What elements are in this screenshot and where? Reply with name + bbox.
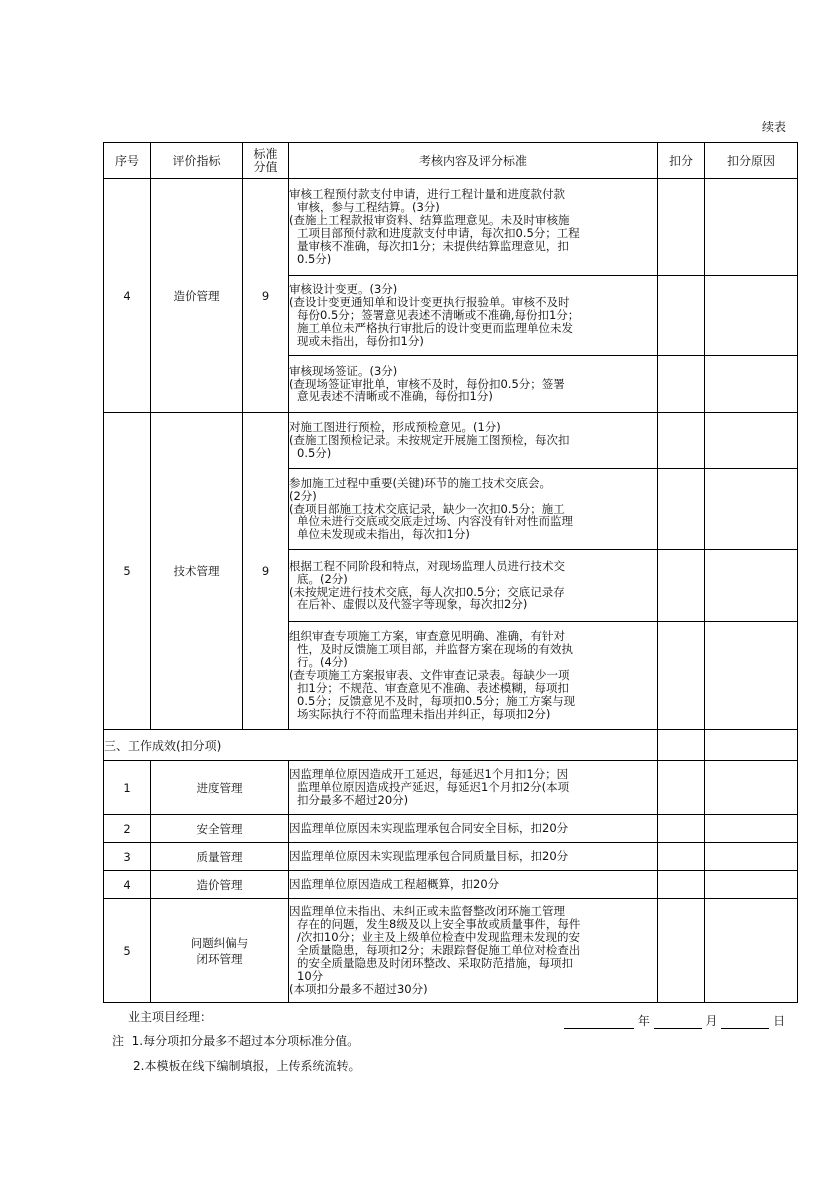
criteria-line: (本项扣分最多不超过30分) [289, 981, 428, 996]
criteria-line: (查项目部施工技术交底记录，缺少一次扣0.5分；施工 [289, 501, 565, 516]
month-blank[interactable] [654, 1016, 702, 1029]
criteria-cell [289, 550, 658, 622]
penalty-indicator [151, 761, 289, 815]
deduct-cell[interactable] [658, 871, 705, 899]
criteria-line: (查施上工程款报审资料、结算监理意见。未及时审核施 [289, 213, 570, 228]
header-indicator: 评价指标 [151, 143, 243, 179]
criteria-cell [289, 469, 658, 550]
penalty-indicator-line: 闭环管理 [196, 951, 243, 966]
header-seq: 序号 [104, 143, 151, 179]
criteria-line: 单位未进行交底或交底走过场、内容没有针对性而监理 [297, 514, 573, 529]
reason-cell[interactable] [705, 413, 798, 469]
reason-cell[interactable] [705, 815, 798, 843]
note-2: 2.本模板在线下编制填报，上传系统流转。 [133, 1059, 361, 1073]
penalty-indicator [151, 843, 289, 871]
criteria-line: 10分 [297, 968, 324, 983]
group-seq: 5 [104, 413, 151, 730]
criteria-line: /次扣10分；业主及上级单位检查中发现监理未发现的安 [297, 930, 581, 945]
group-seq: 4 [104, 179, 151, 413]
deduct-cell[interactable] [658, 276, 705, 356]
penalty-indicator-line: 进度管理 [196, 780, 243, 795]
criteria-line: 量审核不准确，每次扣1分；未提供结算监理意见，扣 [297, 238, 569, 253]
criteria-cell [289, 413, 658, 469]
reason-cell[interactable] [705, 276, 798, 356]
deduct-cell[interactable] [658, 550, 705, 622]
year-blank[interactable] [564, 1016, 634, 1029]
penalty-indicator-line: 质量管理 [196, 849, 243, 864]
criteria-line: 监理单位原因造成投产延迟，每延迟1个月扣2分(本项 [297, 780, 570, 795]
penalty-row [104, 815, 798, 843]
criteria-line: 场实际执行不符而监理未指出并纠正，每项扣2分) [297, 706, 551, 721]
penalty-seq: 1 [104, 761, 151, 815]
criteria-cell [289, 356, 658, 413]
section-title: 三、工作成效(扣分项) [104, 730, 658, 761]
table-row [104, 179, 798, 276]
section-row [104, 730, 798, 761]
group-score: 9 [243, 179, 289, 413]
criteria-line: 因监理单位原因未实现监理承包合同安全目标，扣20分 [289, 821, 569, 836]
criteria-line: 根据工程不同阶段和特点，对现场监理人员进行技术交 [289, 558, 565, 573]
criteria-cell [289, 761, 658, 815]
criteria-line: 0.5分) [297, 445, 332, 460]
reason-cell[interactable] [705, 356, 798, 413]
header-reason: 扣分原因 [705, 143, 798, 179]
criteria-line: 扣分最多不超过20分) [297, 792, 409, 807]
header-row [104, 143, 798, 179]
deduct-cell[interactable] [658, 622, 705, 730]
criteria-line: 性，及时反馈施工项目部，并监督方案在现场的有效执 [297, 642, 573, 657]
deduct-cell[interactable] [658, 761, 705, 815]
penalty-row [104, 899, 798, 1003]
criteria-line: 对施工图进行预检，形成预检意见。(1分) [289, 420, 501, 435]
criteria-line: (查现场签证审批单，审核不及时，每份扣0.5分；签署 [289, 376, 565, 391]
criteria-line: 因监理单位原因造成开工延迟，每延迟1个月扣1分；因 [289, 767, 569, 782]
penalty-row [104, 843, 798, 871]
penalty-seq: 5 [104, 899, 151, 1003]
evaluation-table [103, 142, 798, 1003]
note-1: 注 1.每分项扣分最多不超过本分项标准分值。 [112, 1034, 360, 1048]
penalty-indicator [151, 871, 289, 899]
criteria-line: 0.5分；反馈意见不及时，每项扣0.5分；施工方案与现 [297, 693, 576, 708]
date-line [564, 1012, 785, 1029]
reason-cell[interactable] [705, 622, 798, 730]
owner-manager-signature: 业主项目经理： [128, 1010, 213, 1024]
criteria-cell [289, 622, 658, 730]
criteria-line: 扣1分；不规范、审查意见不准确、表述模糊，每项扣 [297, 680, 569, 695]
header-std-line2: 分值 [253, 159, 278, 174]
criteria-cell [289, 179, 658, 276]
criteria-line: (未按规定进行技术交底，每人次扣0.5分；交底记录存 [289, 584, 565, 599]
header-std-line1: 标准 [253, 146, 278, 161]
day-label: 日 [773, 1014, 786, 1028]
penalty-indicator [151, 899, 289, 1003]
criteria-cell [289, 871, 658, 899]
group-score: 9 [243, 413, 289, 730]
reason-cell[interactable] [705, 550, 798, 622]
criteria-line: 现或未指出，每份扣1分) [297, 333, 424, 348]
reason-cell[interactable] [705, 730, 798, 761]
penalty-indicator-line: 造价管理 [196, 877, 243, 892]
header-deduct: 扣分 [658, 143, 705, 179]
criteria-line: 因监理单位未指出、未纠正或未监督整改闭环施工管理 [289, 904, 565, 919]
header-std-score [243, 143, 289, 179]
deduct-cell[interactable] [658, 356, 705, 413]
criteria-line: 意见表述不清晰或不准确，每份扣1分) [297, 389, 493, 404]
deduct-cell[interactable] [658, 469, 705, 550]
penalty-row [104, 761, 798, 815]
criteria-line: (查设计变更通知单和设计变更执行报验单。审核不及时 [289, 295, 570, 310]
penalty-seq: 4 [104, 871, 151, 899]
criteria-line: 单位未发现或未指出，每次扣1分) [297, 527, 470, 542]
criteria-line: 0.5分) [297, 251, 332, 266]
criteria-line: 因监理单位原因造成工程超概算，扣20分 [289, 877, 500, 892]
deduct-cell[interactable] [658, 843, 705, 871]
criteria-line: (查施工图预检记录。未按规定开展施工图预检，每次扣 [289, 433, 570, 448]
table-row [104, 413, 798, 469]
group-indicator: 造价管理 [151, 179, 243, 413]
penalty-indicator [151, 815, 289, 843]
deduct-cell[interactable] [658, 815, 705, 843]
month-label: 月 [705, 1014, 718, 1028]
reason-cell[interactable] [705, 761, 798, 815]
criteria-line: 行。(4分) [297, 655, 348, 670]
criteria-line: 的安全质量隐患及时闭环整改、采取防范措施，每项扣 [297, 955, 573, 970]
deduct-cell[interactable] [658, 899, 705, 1003]
criteria-line: 施工单位未严格执行审批后的设计变更而监理单位未发 [297, 320, 573, 335]
header-criteria: 考核内容及评分标准 [289, 143, 658, 179]
penalty-row [104, 871, 798, 899]
deduct-cell[interactable] [658, 413, 705, 469]
criteria-cell [289, 843, 658, 871]
deduct-cell[interactable] [658, 179, 705, 276]
reason-cell[interactable] [705, 469, 798, 550]
penalty-indicator-line: 安全管理 [196, 821, 243, 836]
criteria-line: (查专项施工方案报审表、文件审查记录表。每缺少一项 [289, 668, 570, 683]
criteria-line: 组织审查专项施工方案，审查意见明确、准确，有针对 [289, 629, 565, 644]
day-blank[interactable] [721, 1016, 769, 1029]
criteria-cell [289, 899, 658, 1003]
criteria-line: 审核设计变更。(3分) [289, 282, 398, 297]
group-indicator: 技术管理 [151, 413, 243, 730]
criteria-line: 在后补、虚假以及代签字等现象，每次扣2分) [297, 597, 528, 612]
criteria-line: 存在的问题，发生8级及以上安全事故或质量事件，每件 [297, 917, 581, 932]
reason-cell[interactable] [705, 179, 798, 276]
penalty-indicator-line: 问题纠偏与 [190, 935, 249, 950]
criteria-line: 因监理单位原因未实现监理承包合同质量目标，扣20分 [289, 849, 569, 864]
criteria-cell [289, 815, 658, 843]
criteria-line: 全质量隐患，每项扣2分；未跟踪督促施工单位对检查出 [297, 943, 581, 958]
continued-label: 续表 [762, 120, 787, 134]
reason-cell[interactable] [705, 843, 798, 871]
criteria-line: 底。(2分) [297, 571, 348, 586]
penalty-seq: 3 [104, 843, 151, 871]
deduct-cell[interactable] [658, 730, 705, 761]
criteria-cell [289, 276, 658, 356]
penalty-seq: 2 [104, 815, 151, 843]
reason-cell[interactable] [705, 871, 798, 899]
criteria-line: 工项目部预付款和进度款支付申请，每次扣0.5分；工程 [297, 226, 580, 240]
criteria-line: 每份0.5分；签署意见表述不清晰或不准确,每份扣1分； [297, 308, 580, 323]
reason-cell[interactable] [705, 899, 798, 1003]
criteria-line: 审核现场签证。(3分) [289, 363, 398, 378]
criteria-line: (2分) [289, 488, 317, 503]
criteria-line: 审核，参与工程结算。(3分) [297, 200, 440, 215]
year-label: 年 [637, 1014, 650, 1028]
criteria-line: 审核工程预付款支付申请，进行工程计量和进度款付款 [289, 187, 565, 202]
criteria-line: 参加施工过程中重要(关键)环节的施工技术交底会。 [289, 475, 551, 490]
